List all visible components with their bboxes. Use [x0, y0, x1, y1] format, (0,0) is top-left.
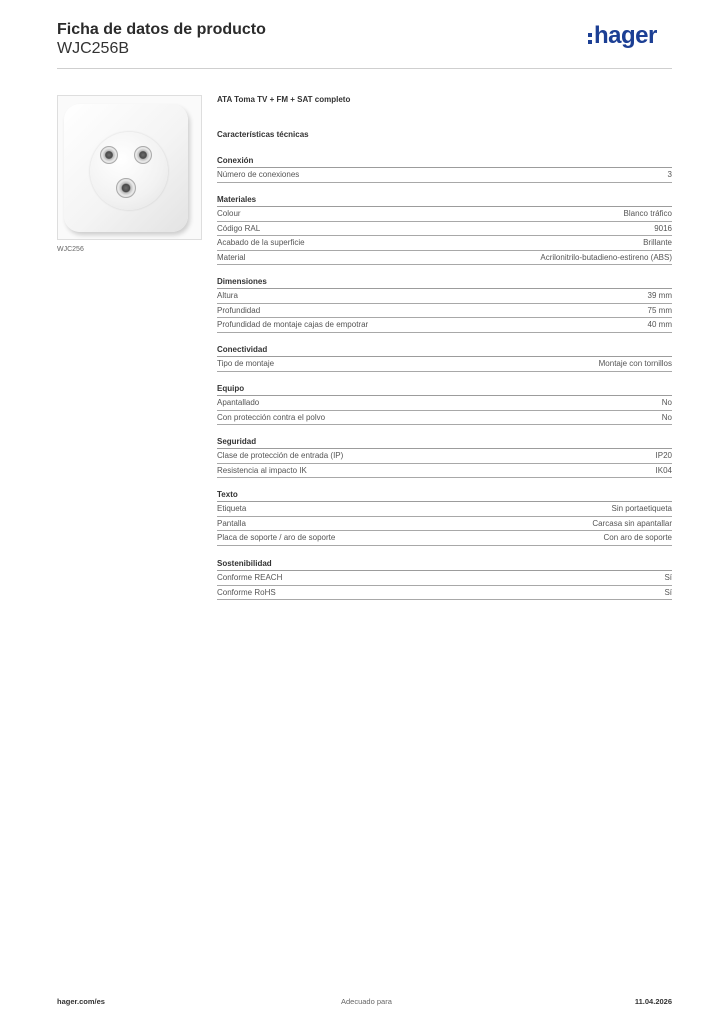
section-sostenibilidad [217, 558, 672, 600]
spec-value: Carcasa sin apantallar [592, 518, 672, 528]
section-title: Dimensiones [217, 276, 672, 289]
spec-row [217, 571, 672, 586]
spec-row [217, 531, 672, 546]
footer-suitable-for: Adecuado para [341, 997, 392, 1006]
tech-characteristics-title: Características técnicas [217, 130, 309, 139]
tv-port-icon [100, 146, 118, 164]
image-caption: WJC256 [57, 246, 84, 253]
spec-label: Pantalla [217, 518, 246, 528]
spec-label: Altura [217, 291, 238, 300]
spec-row [217, 222, 672, 237]
spec-value: Brillante [643, 238, 672, 248]
section-title: Materiales [217, 194, 672, 207]
spec-label: Acabado de la superficie [217, 238, 305, 248]
section-title: Sostenibilidad [217, 558, 672, 571]
spec-label: Placa de soporte / aro de soporte [217, 533, 336, 543]
spec-value: 75 mm [647, 305, 672, 315]
spec-label: Apantallado [217, 398, 260, 407]
fm-port-icon [134, 146, 152, 164]
spec-value: Sí [664, 587, 672, 597]
spec-label: Conforme REACH [217, 573, 283, 582]
section-title: Conexión [217, 155, 672, 168]
product-code: WJC256B [57, 40, 130, 57]
spec-row [217, 357, 672, 372]
spec-row [217, 411, 672, 426]
spec-row [217, 396, 672, 411]
spec-label: Tipo de montaje [217, 359, 275, 368]
product-image [57, 95, 202, 240]
hager-logo [588, 22, 672, 53]
spec-value: Montaje con tornillos [598, 359, 672, 368]
section-title: Seguridad [217, 436, 672, 449]
spec-row [217, 586, 672, 601]
section-title: Conectividad [217, 344, 672, 357]
spec-value: IP20 [655, 451, 672, 460]
spec-row [217, 502, 672, 517]
footer-date: 11.04.2026 [634, 997, 672, 1006]
spec-value: 39 mm [647, 291, 672, 300]
spec-value: 40 mm [647, 320, 672, 330]
section-texto [217, 489, 672, 546]
spec-value: 3 [667, 170, 672, 179]
spec-row [217, 304, 672, 319]
socket-face [90, 132, 168, 210]
spec-label: Colour [217, 209, 241, 218]
footer-website[interactable]: hager.com/es [57, 997, 105, 1006]
product-name: ATA Toma TV + FM + SAT completo [217, 95, 351, 104]
header-divider [57, 68, 672, 69]
section-equipo [217, 383, 672, 425]
section-title: Equipo [217, 383, 672, 396]
spec-label: Resistencia al impacto IK [217, 465, 307, 475]
section-dimensiones [217, 276, 672, 333]
spec-label: Profundidad [217, 305, 261, 315]
logo-dots-icon [588, 33, 592, 47]
spec-value: Sin portaetiqueta [611, 504, 672, 513]
section-conexion [217, 155, 672, 183]
spec-label: Clase de protección de entrada (IP) [217, 451, 344, 460]
spec-row [217, 449, 672, 464]
spec-row [217, 464, 672, 479]
spec-row [217, 251, 672, 266]
spec-row [217, 168, 672, 183]
spec-row [217, 517, 672, 532]
socket-base [64, 104, 188, 232]
spec-row [217, 207, 672, 222]
spec-label: Profundidad de montaje cajas de empotrar [217, 320, 369, 330]
spec-value: Con aro de soporte [603, 533, 672, 543]
spec-label: Número de conexiones [217, 170, 300, 179]
spec-value: No [661, 398, 672, 407]
spec-value: Sí [664, 573, 672, 582]
spec-label: Conforme RoHS [217, 587, 276, 597]
spec-label: Código RAL [217, 223, 261, 233]
spec-label: Material [217, 252, 246, 262]
spec-row [217, 289, 672, 304]
spec-value: No [661, 412, 672, 422]
section-materiales [217, 194, 672, 265]
sat-port-icon [116, 178, 136, 198]
spec-label: Con protección contra el polvo [217, 412, 326, 422]
spec-value: IK04 [655, 465, 672, 475]
document-title: Ficha de datos de producto [57, 21, 266, 38]
logo-text: hager [594, 22, 657, 49]
section-title: Texto [217, 489, 672, 502]
section-seguridad [217, 436, 672, 478]
spec-value: 9016 [654, 223, 672, 233]
section-conectividad [217, 344, 672, 372]
page-header [57, 18, 672, 70]
spec-value: Acrilonitrilo-butadieno-estireno (ABS) [540, 252, 672, 262]
spec-row [217, 318, 672, 333]
spec-row [217, 236, 672, 251]
spec-label: Etiqueta [217, 504, 247, 513]
spec-value: Blanco tráfico [623, 209, 672, 218]
